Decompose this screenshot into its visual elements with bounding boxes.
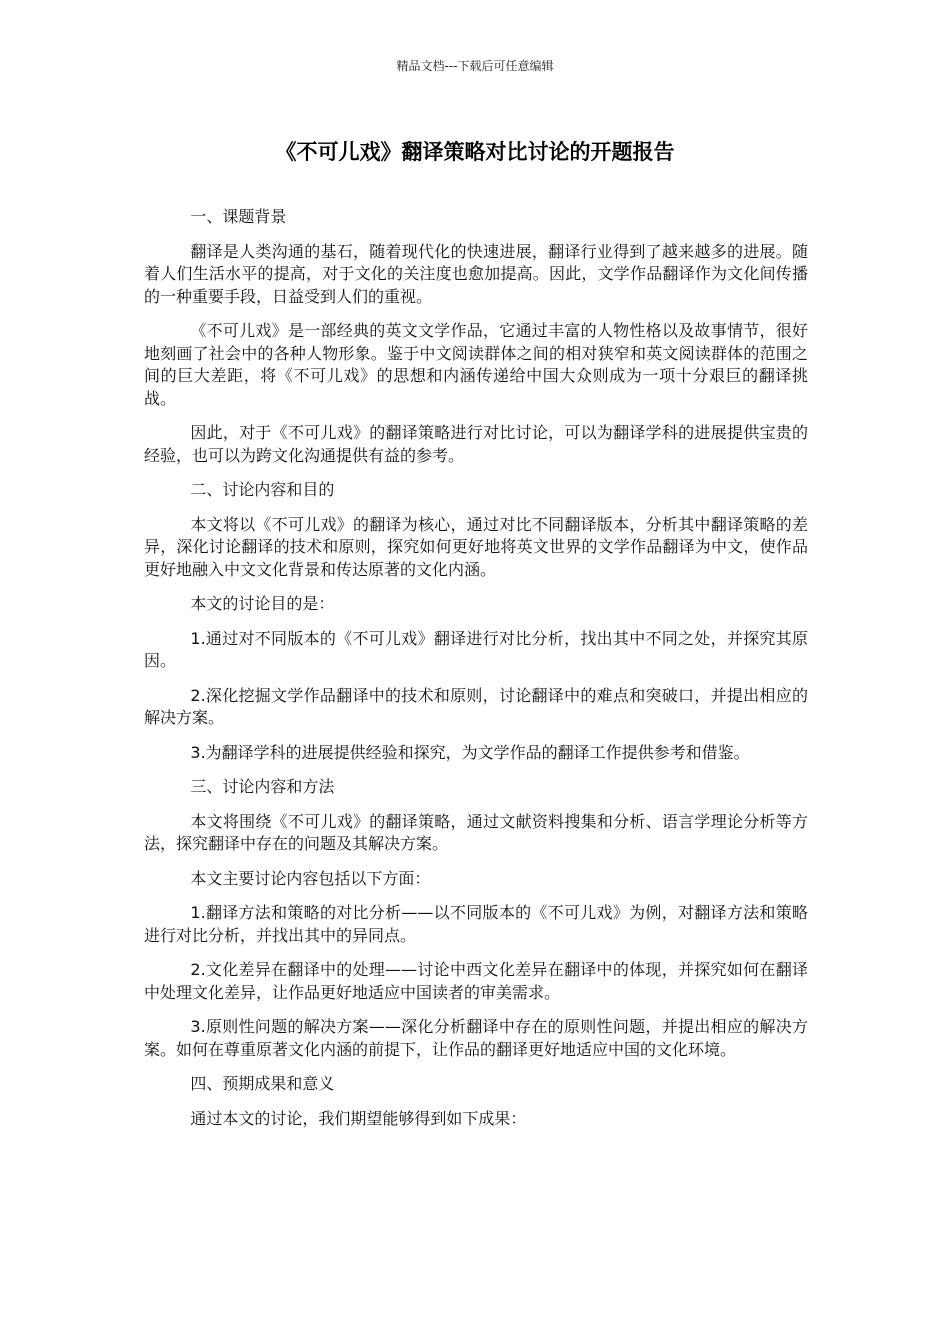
body-paragraph: 翻译是人类沟通的基石，随着现代化的快速进展，翻译行业得到了越来越多的进展。随着人们生活水平的提高，对于文化的关注度也愈加提高。因此，文学作品翻译作为文化间传播的一种重要手段，日益受到人们的重视。 (144, 241, 808, 306)
list-item: 1.通过对不同版本的《不可儿戏》翻译进行对比分析，找出其中不同之处，并探究其原因。 (144, 628, 808, 670)
body-paragraph: 本文主要讨论内容包括以下方面： (190, 868, 431, 888)
section-heading-content-method: 三、讨论内容和方法 (190, 777, 335, 796)
body-paragraph: 通过本文的讨论，我们期望能够得到如下成果： (190, 1108, 527, 1128)
list-item: 2.深化挖掘文学作品翻译中的技术和原则，讨论翻译中的难点和突破口，并提出相应的解决方案。 (144, 685, 808, 727)
section-heading-content-purpose: 二、讨论内容和目的 (190, 480, 335, 499)
list-item: 1.翻译方法和策略的对比分析——以不同版本的《不可儿戏》为例，对翻译方法和策略进行对比分析，并找出其中的异同点。 (144, 903, 808, 945)
body-paragraph: 本文将以《不可儿戏》的翻译为核心，通过对比不同翻译版本，分析其中翻译策略的差异，深化讨论翻译的技术和原则，探究如何更好地将英文世界的文学作品翻译为中文，使作品更好地融入中文文化背景和传达原著的文化内涵。 (144, 514, 808, 579)
document-body (144, 206, 808, 1142)
list-item: 2.文化差异在翻译中的处理——讨论中西文化差异在翻译中的体现，并探究如何在翻译中处理文化差异，让作品更好地适应中国读者的审美需求。 (144, 960, 808, 1002)
header-note: 精品文档---下载后可任意编辑 (396, 59, 554, 73)
body-paragraph: 《不可儿戏》是一部经典的英文文学作品，它通过丰富的人物性格以及故事情节，很好地刻画了社会中的各种人物形象。鉴于中文阅读群体之间的相对狭窄和英文阅读群体的范围之间的巨大差距，将《不可儿戏》的思想和内涵传递给中国大众则成为一项十分艰巨的翻译挑战。 (144, 321, 808, 408)
body-paragraph: 本文的讨论目的是： (190, 594, 335, 613)
body-paragraph: 因此，对于《不可儿戏》的翻译策略进行对比讨论，可以为翻译学科的进展提供宝贵的经验，也可以为跨文化沟通提供有益的参考。 (144, 423, 808, 465)
section-heading-expected-results: 四、预期成果和意义 (190, 1074, 335, 1093)
document-title: 《不可儿戏》翻译策略对比讨论的开题报告 (275, 140, 675, 164)
list-item: 3.为翻译学科的进展提供经验和探究，为文学作品的翻译工作提供参考和借鉴。 (190, 742, 750, 762)
body-paragraph: 本文将围绕《不可儿戏》的翻译策略，通过文献资料搜集和分析、语言学理论分析等方法，探究翻译中存在的问题及其解决方案。 (144, 811, 808, 853)
section-heading-background: 一、课题背景 (190, 207, 287, 226)
list-item: 3.原则性问题的解决方案——深化分析翻译中存在的原则性问题，并提出相应的解决方案。如何在尊重原著文化内涵的前提下，让作品的翻译更好地适应中国的文化环境。 (144, 1017, 808, 1059)
